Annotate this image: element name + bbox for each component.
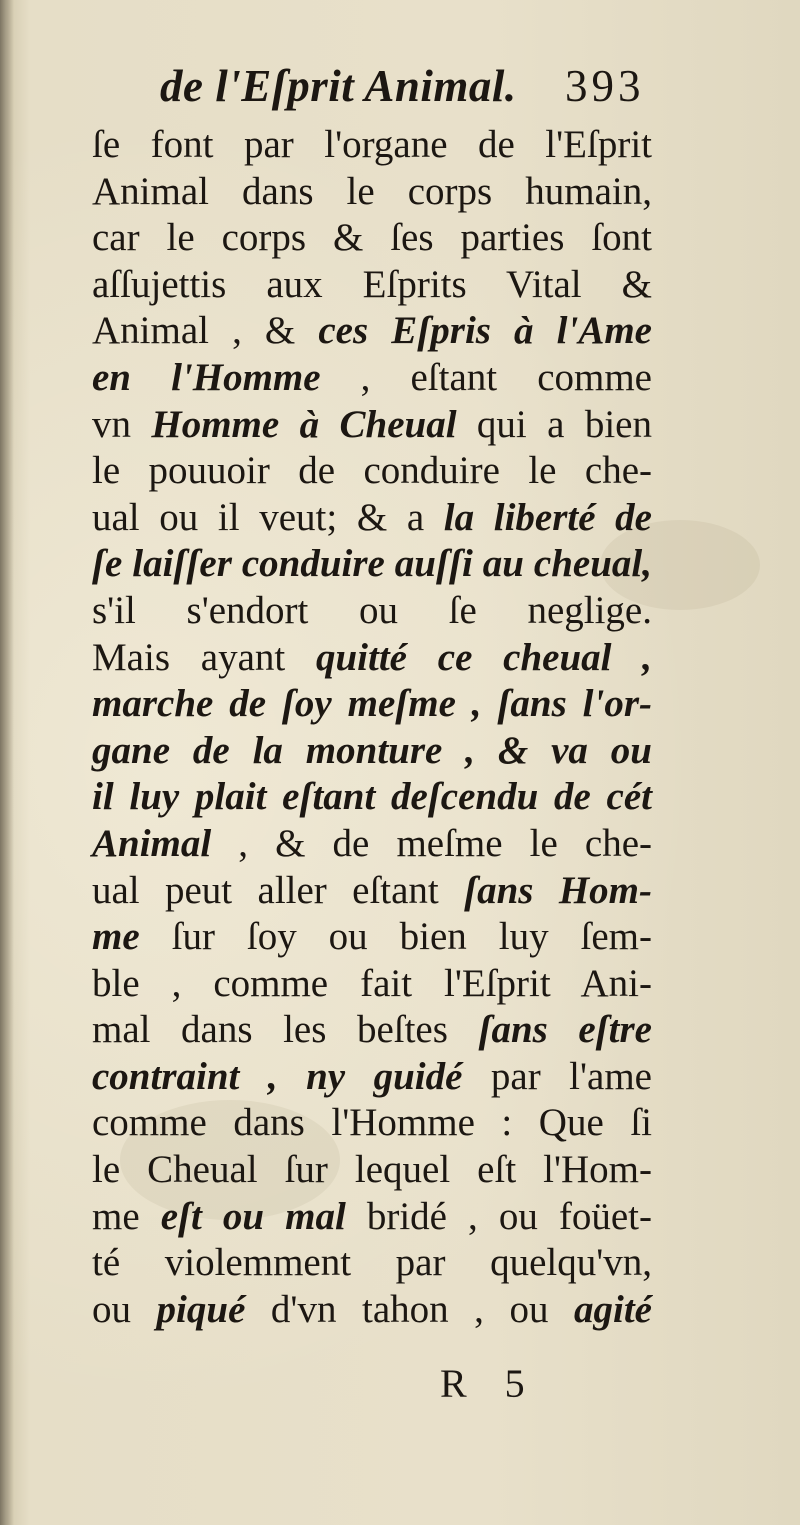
roman-segment: car le corps & ſes parties ſont bbox=[92, 216, 652, 260]
text-line bbox=[92, 635, 652, 682]
roman-segment: Mais ayant bbox=[92, 635, 316, 679]
running-title: de l'Eſprit Animal. bbox=[160, 61, 517, 111]
text-line bbox=[92, 355, 652, 402]
text-line bbox=[92, 1054, 652, 1101]
roman-segment: ou bbox=[92, 1287, 157, 1331]
text-line bbox=[92, 262, 652, 309]
text-line bbox=[92, 1007, 652, 1054]
text-line bbox=[92, 821, 652, 868]
text-line bbox=[92, 402, 652, 449]
roman-segment: bridé , ou foüet- bbox=[345, 1194, 652, 1238]
page-number: 393 bbox=[565, 61, 645, 111]
text-line bbox=[92, 1194, 652, 1241]
text-line bbox=[92, 308, 652, 355]
roman-segment: par l'ame bbox=[462, 1054, 652, 1098]
text-line bbox=[92, 914, 652, 961]
italic-segment: quitté ce cheual , bbox=[315, 635, 652, 679]
italic-segment: ſans Hom- bbox=[464, 868, 652, 912]
body-text bbox=[92, 122, 652, 1333]
roman-segment: le pouuoir de conduire le che- bbox=[92, 449, 652, 493]
roman-segment: Animal , & bbox=[92, 309, 319, 353]
italic-segment: piqué bbox=[156, 1287, 246, 1331]
roman-segment: s'il s'endort ou ſe neglige. bbox=[92, 588, 652, 632]
roman-segment: Animal dans le corps humain, bbox=[92, 169, 652, 213]
text-line bbox=[92, 495, 652, 542]
text-line bbox=[92, 961, 652, 1008]
text-line bbox=[92, 1240, 652, 1287]
italic-segment: en l'Homme bbox=[92, 355, 321, 399]
roman-segment: ſe font par l'organe de l'Eſprit bbox=[92, 123, 652, 166]
roman-segment: ual ou il veut; & a bbox=[92, 495, 444, 539]
page-gutter bbox=[0, 0, 14, 1525]
roman-segment: ble , comme fait l'Eſprit Ani- bbox=[92, 961, 652, 1005]
roman-segment: , & de meſme le che- bbox=[211, 821, 652, 865]
roman-segment: ſur ſoy ou bien luy ſem- bbox=[139, 915, 652, 959]
italic-segment: marche de ſoy meſme , ſans l'or- bbox=[92, 682, 652, 726]
signature-mark: R 5 bbox=[440, 1361, 539, 1406]
italic-segment: gane de la monture , & va ou bbox=[92, 728, 652, 772]
text-line bbox=[92, 728, 652, 775]
italic-segment: ſans eſtre bbox=[478, 1008, 652, 1052]
text-line bbox=[92, 681, 652, 728]
text-line bbox=[92, 588, 652, 635]
text-line bbox=[92, 169, 652, 216]
italic-segment: ſe laiſſer conduire auſſi au cheual, bbox=[92, 542, 652, 586]
roman-segment: té violemment par quelqu'vn, bbox=[92, 1241, 652, 1285]
italic-segment: agité bbox=[574, 1287, 652, 1331]
roman-segment: comme dans l'Homme : Que ſi bbox=[92, 1101, 652, 1145]
text-line bbox=[92, 868, 652, 915]
italic-segment: la liberté de bbox=[443, 495, 652, 539]
italic-segment: Homme à Cheual bbox=[151, 402, 457, 446]
roman-segment: d'vn tahon , ou bbox=[245, 1287, 575, 1331]
italic-segment: contraint , ny guidé bbox=[92, 1054, 463, 1098]
roman-segment: , eſtant comme bbox=[320, 355, 652, 399]
running-head bbox=[160, 60, 660, 120]
roman-segment: aſſujettis aux Eſprits Vital & bbox=[92, 262, 652, 306]
roman-segment: mal dans les beſtes bbox=[92, 1008, 479, 1052]
text-line bbox=[92, 1147, 652, 1194]
italic-segment: ces Eſpris à l'Ame bbox=[318, 309, 652, 353]
roman-segment: qui a bien bbox=[456, 402, 652, 446]
italic-segment: me bbox=[92, 915, 140, 959]
text-line bbox=[92, 215, 652, 262]
italic-segment: Animal bbox=[92, 821, 212, 865]
text-line bbox=[92, 541, 652, 588]
text-line bbox=[92, 122, 652, 169]
italic-segment: eſt ou mal bbox=[160, 1194, 346, 1238]
text-line bbox=[92, 774, 652, 821]
roman-segment: vn bbox=[92, 402, 152, 446]
text-line bbox=[92, 1100, 652, 1147]
text-line bbox=[92, 1287, 652, 1334]
italic-segment: il luy plait eſtant deſcendu de cét bbox=[92, 775, 652, 819]
text-line bbox=[92, 448, 652, 495]
roman-segment: le Cheual ſur lequel eſt l'Hom- bbox=[92, 1148, 652, 1192]
roman-segment: me bbox=[92, 1194, 161, 1238]
roman-segment: ual peut aller eſtant bbox=[92, 868, 465, 912]
